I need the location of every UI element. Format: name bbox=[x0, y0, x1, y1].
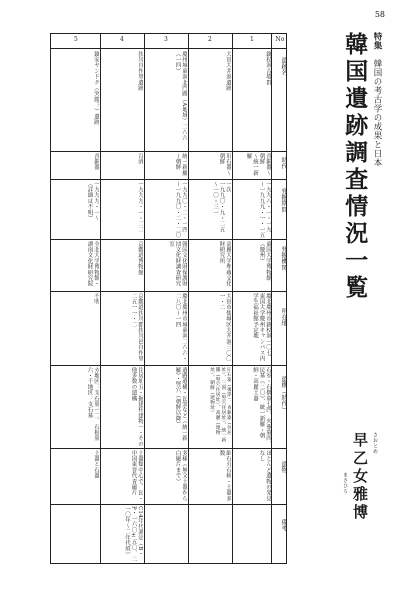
row-5-period: 青銅器 bbox=[93, 153, 99, 171]
row-3-no: 3 bbox=[163, 36, 169, 43]
row-4-site-name: 扶川自作里遺跡 bbox=[137, 51, 143, 91]
feature-subtitle: 韓国の考古学の成果と日本 bbox=[372, 59, 382, 167]
title-block bbox=[343, 32, 381, 302]
row-3-organization: 韓国文化財保護財団文化財調査研究室 bbox=[168, 241, 187, 287]
header-location: 所在地 bbox=[280, 308, 287, 327]
row-1-organization: 東国大学博物館（慶州） bbox=[258, 241, 271, 281]
row-5-remarks bbox=[53, 506, 99, 564]
author-given-ruby: まさひろ bbox=[342, 472, 348, 494]
row-1-period: 青銅器〜朝鮮 〜統一新羅 bbox=[245, 153, 271, 176]
row-2-features: 旧石器（後期）、青銅器（住居址）、三国（竪穴住居址）、統一新羅（竪穴住居址）、高麗（建物址）、朝鮮（建物址） bbox=[209, 367, 231, 443]
row-5-site-name: 鎮安ヤンドク（突勝？）遺跡 bbox=[93, 51, 99, 126]
header-artifacts: 遺物 bbox=[280, 461, 287, 474]
feature-label: 特集 bbox=[372, 32, 382, 50]
row-4-organization: 京畿道博物館 bbox=[137, 241, 143, 276]
row-5-no: 5 bbox=[73, 36, 79, 43]
row-1-dig-period: 一九九八・一・一九 〜一九九九・一・一五 bbox=[258, 181, 271, 238]
header-features: 遺構（時代） bbox=[280, 376, 287, 414]
row-3-artifacts: 多様（無文土器から白磁片まで） bbox=[174, 450, 187, 502]
row-3-location: 慶北慶州市城東洞二八六・二八〇〜一四 bbox=[174, 293, 187, 362]
row-5-location: 不明 bbox=[93, 293, 99, 305]
row-2-no: 2 bbox=[207, 36, 213, 43]
row-2-location: 大田市儒城区大井洞三〇〇一・二 bbox=[218, 293, 231, 362]
header-site-name: 遺跡名 bbox=[280, 57, 287, 76]
author-block bbox=[342, 432, 379, 522]
row-2-remarks bbox=[189, 506, 231, 564]
row-5-features: カ地区：支石墓一二、石棺墓六・千地区：支石墓 bbox=[86, 367, 99, 442]
row-2-organization: 高麗大学埋蔵文化財研究所 bbox=[218, 241, 231, 287]
header-dig-period: 発掘期間 bbox=[280, 188, 287, 213]
row-3-features: 遺路遺構・瓦窯など（統一新羅）・竪穴（朝鮮以降） bbox=[174, 367, 187, 442]
row-3-dig-period: 一九九〇・二・一四 〜一九九〇・二・二〇 bbox=[174, 181, 187, 238]
row-1-features: 石室・石槨墓七四、火葬墓四、民墓（二〇）、統一新羅・朝鮮・高麗土器 bbox=[252, 367, 271, 447]
row-5-dig-period: 一九九九・一〜 （詳細は不明） bbox=[86, 181, 99, 221]
feature-heading bbox=[371, 32, 381, 167]
header-organization: 発掘機関 bbox=[280, 246, 287, 271]
article-title: 韓国遺跡調査情況一覧 bbox=[341, 32, 369, 302]
row-4-remarks: C14年代測定（B・P・一六〇±五〇、二一〇年〜二年代頃） bbox=[124, 506, 143, 562]
row-1-artifacts: ほとんど遺物の発見なし bbox=[258, 450, 271, 502]
author-surname-ruby: さおとめ bbox=[372, 432, 378, 454]
author-name: 早乙女雅博 bbox=[351, 432, 369, 522]
row-2-period: 旧石器〜朝鮮 bbox=[218, 153, 231, 176]
row-4-dig-period: 一九九九・一・二二 bbox=[137, 181, 143, 233]
row-4-artifacts: 土器類中心で、瓦・中国東晋代青磁片 bbox=[130, 450, 143, 502]
survey-table bbox=[50, 33, 287, 564]
row-3-site-name: 慶州城東洞北門路（A地域）二八六（一四） bbox=[174, 51, 187, 141]
row-1-no: 1 bbox=[249, 36, 255, 43]
row-1-site-name: 鎮杖洞古墳群 bbox=[265, 51, 271, 86]
page-number: 58 bbox=[374, 10, 385, 19]
row-4-features: 住居址五・掘建柱建物一・その他多数の遺構 bbox=[130, 367, 143, 447]
header-period: 時代 bbox=[280, 157, 287, 170]
row-1-remarks bbox=[233, 506, 271, 564]
row-2-site-name: 大田大井洞遺跡 bbox=[225, 51, 231, 91]
header-remarks: 備考 bbox=[280, 519, 287, 532]
header-no: No bbox=[275, 36, 285, 43]
row-3-remarks bbox=[145, 506, 187, 564]
row-1-location: 慶北慶州市鎮杖洞一〇七 東国大学慶州キャンパス内学生福祉館予定地 bbox=[252, 293, 271, 362]
row-2-dig-period: 一次 一九九〇・九・二五 〜一〇・三一 bbox=[212, 181, 231, 233]
row-4-no: 4 bbox=[119, 36, 125, 43]
row-4-location: 京畿道扶川郡扶川邑自作里二五一一・二 bbox=[130, 293, 143, 362]
row-4-period: 百済 bbox=[137, 153, 143, 165]
row-3-period: 統一新羅 〜朝鮮 bbox=[174, 153, 187, 176]
row-5-artifacts: 土器と石器 bbox=[93, 450, 99, 479]
row-2-artifacts: 細石刃石核・土器多数 bbox=[218, 450, 231, 502]
row-5-organization: 全北大学博物館・湖南文化財研究院 bbox=[86, 241, 99, 287]
